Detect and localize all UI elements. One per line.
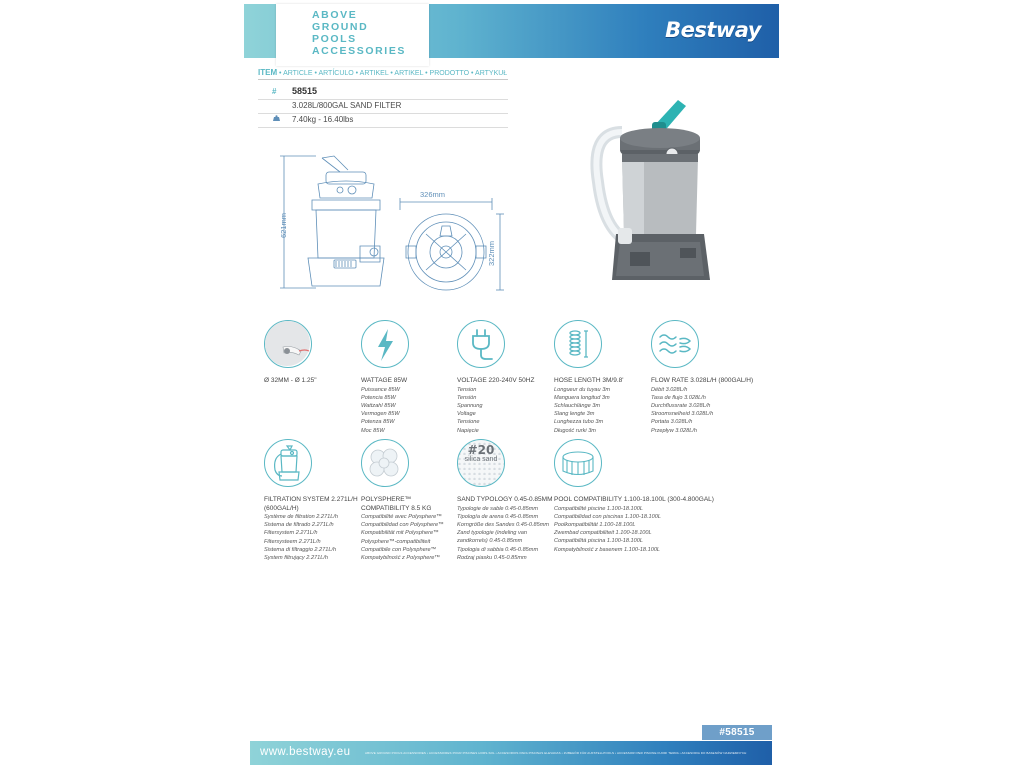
translation-line: Tipologia di sabbia 0.45-0.85mm <box>457 546 539 553</box>
translation-line: Napięcie <box>457 427 479 434</box>
translation-line: Polysphere™-compatibiliteit <box>361 538 431 545</box>
translation-line: Système de filtration 2.271L/h <box>264 514 339 520</box>
feature-translations <box>361 513 457 562</box>
translation-line: Filtersysteem 2.271L/h <box>264 538 321 545</box>
translation-line: Stroomsnelheid 3.028L/h <box>651 411 714 418</box>
product-code: 58515 <box>292 86 318 96</box>
scale-icon <box>272 115 281 124</box>
filter-system-icon <box>264 439 312 487</box>
translation-line: Moc 85W <box>361 427 385 434</box>
translation-line: Manguera longitud 3m <box>554 394 610 401</box>
feature-voltage <box>457 320 553 435</box>
feature-title: WATTAGE 85W <box>361 377 408 384</box>
depth-dimension: 322mm <box>487 240 496 266</box>
feature-filtration <box>264 439 360 562</box>
sand-filter-product-image <box>560 92 720 292</box>
lightning-icon <box>361 320 409 368</box>
feature-title: SAND TYPOLOGY 0.45-0.85MM <box>457 496 553 503</box>
height-dimension: 621mm <box>279 212 288 238</box>
item-label-strip <box>258 68 508 80</box>
spec-row-description <box>258 99 508 114</box>
feature-hose-length <box>554 320 650 435</box>
category-title-line: ABOVE <box>312 9 358 21</box>
category-title-line: POOLS <box>312 33 357 45</box>
spec-row-weight <box>258 113 508 128</box>
translation-line: Wattzahl 85W <box>361 402 396 409</box>
translation-line: Kompatibilität mit Polysphere™ <box>361 530 439 537</box>
translation-line: Zwembad compatibiliteit 1.100-18.100L <box>554 530 652 537</box>
category-title-line: GROUND <box>312 21 369 33</box>
side-view-drawing <box>276 150 386 295</box>
feature-title: VOLTAGE 220-240V 50HZ <box>457 377 535 384</box>
translation-line: Tensione <box>457 419 480 426</box>
product-description: 3.028L/800GAL SAND FILTER <box>292 101 402 110</box>
translation-line: Compatibilité piscine 1.100-18.100L <box>554 505 643 512</box>
translation-line: Compatibilità piscina 1.100-18.100L <box>554 538 643 545</box>
product-code-tag: #58515 <box>702 725 772 740</box>
item-translations: • ARTICLE • ARTÍCULO • ARTIKEL • ARTIKEL • PRODOTTO • ARTYKUŁ <box>277 70 508 77</box>
feature-translations <box>457 505 553 562</box>
translation-line: Rodzaj piasku 0.45-0.85mm <box>457 554 527 561</box>
translation-line: Durchflussrate 3.028L/h <box>651 402 711 409</box>
category-title-line: ACCESSORIES <box>312 45 407 57</box>
feature-title: HOSE LENGTH 3M/9.8' <box>554 377 624 384</box>
feature-translations <box>457 386 553 435</box>
sand-grade-label: #20 <box>467 443 495 457</box>
translation-line: Puissance 85W <box>361 386 400 393</box>
feature-translations <box>554 505 724 554</box>
plug-icon <box>457 320 505 368</box>
feature-title: FILTRATION SYSTEM 2.271L/H (600GAL/H) <box>264 496 358 512</box>
water-flow-icon <box>651 320 699 368</box>
polysphere-icon <box>361 439 409 487</box>
feature-sand-typology <box>457 439 553 562</box>
translation-line: Poolkompatibilität 1.100-18.100L <box>554 521 636 528</box>
feature-translations <box>554 386 650 435</box>
product-weight: 7.40kg - 16.40lbs <box>292 115 354 124</box>
translation-line: System filtrujący 2.271L/h <box>264 555 329 562</box>
translation-line: Longueur du tuyau 3m <box>554 386 610 393</box>
translation-line: Portata 3.028L/h <box>651 419 693 426</box>
sand-type-label: silica sand <box>464 456 498 463</box>
translation-line: Sistema di filtraggio 2.271L/h <box>264 546 337 553</box>
translation-line: Tasa de flujo 3.028L/h <box>651 394 706 401</box>
translation-line: Tipología de arena 0.45-0.85mm <box>457 513 539 520</box>
translation-line: Débit 3.028L/h <box>651 386 688 393</box>
bestway-logo: Bestway <box>665 18 761 42</box>
translation-line: Tensión <box>457 394 477 401</box>
feature-pool-compatibility <box>554 439 724 554</box>
feature-title: FLOW RATE 3.028L/H (800GAL/H) <box>651 377 754 384</box>
translation-line: Lunghezza tubo 3m <box>554 419 604 426</box>
translation-line: Typologie de sable 0.45-0.85mm <box>457 505 539 512</box>
item-key: ITEM <box>258 68 278 77</box>
feature-translations <box>651 386 761 435</box>
website-url[interactable]: www.bestway.eu <box>260 746 351 758</box>
translation-line: Compatibilidad con piscinas 1.100-18.100L <box>554 513 661 520</box>
feature-translations <box>264 513 360 562</box>
translation-line: Długość rurki 3m <box>554 427 596 434</box>
translation-line: Zand typologie (indeling van zandkorrels) 0.45-0.85mm <box>457 530 527 545</box>
hose-coil-icon <box>554 320 602 368</box>
translation-line: Vermogen 85W <box>361 411 400 418</box>
hash-symbol: # <box>272 87 277 96</box>
header-banner <box>244 4 779 58</box>
translation-line: Schlauchlänge 3m <box>554 402 601 409</box>
translation-line: Potencia 85W <box>361 394 396 401</box>
translation-line: Spannung <box>457 402 483 409</box>
translation-line: Filtersystem 2.271L/h <box>264 530 318 537</box>
silica-sand-icon <box>457 439 505 487</box>
translation-line: Voltage <box>457 411 476 418</box>
translation-line: Compatibilidad con Polysphere™ <box>361 522 444 529</box>
translation-line: Tension <box>457 386 477 393</box>
translation-line: Kompatybilność z basenem 1.100-18.100L <box>554 546 661 553</box>
feature-connector <box>264 320 360 386</box>
translation-line: Przepływ 3.028L/h <box>651 427 698 434</box>
hose-connector-icon <box>264 320 312 368</box>
spec-row-code <box>258 85 508 100</box>
feature-title: Ø 32MM - Ø 1.25" <box>264 377 317 384</box>
feature-translations <box>361 386 457 435</box>
feature-polysphere <box>361 439 457 562</box>
translation-line: Slang lengte 3m <box>554 411 595 418</box>
pool-icon <box>554 439 602 487</box>
translation-line: Kompatybilność z Polysphere™ <box>361 555 440 562</box>
translation-line: Compatibilité avec Polysphere™ <box>361 514 442 520</box>
translation-line: Sistema de filtrado 2.271L/h <box>264 522 334 529</box>
feature-wattage <box>361 320 457 435</box>
category-title-box <box>276 4 429 66</box>
footer-banner <box>250 741 772 765</box>
feature-title: POLYSPHERE™ COMPATIBILITY 8.5 KG <box>361 496 432 512</box>
translation-line: Compatibile con Polysphere™ <box>361 546 437 553</box>
feature-flow-rate <box>651 320 761 435</box>
footer-strapline: ABOVE GROUND POOLS ACCESSORIES • ACCESSOIRES POUR PISCINES HORS-SOL • ACCESORIOS PARA PISCINAS ELEVADAS • ZUBEHÖR FÜR AUFSTELLPOOLS • ACCESSORI PER PISCINE FUORI TERRA • AKCESORIA DO BASENÓW NADZIEMNYCH <box>365 751 747 755</box>
feature-title: POOL COMPATIBILITY 1.100-18.100L (300-4.800GAL) <box>554 496 714 503</box>
width-dimension: 326mm <box>420 190 446 199</box>
translation-line: Potenza 85W <box>361 419 395 426</box>
translation-line: Korngröße des Sandes 0.45-0.85mm <box>457 521 550 528</box>
